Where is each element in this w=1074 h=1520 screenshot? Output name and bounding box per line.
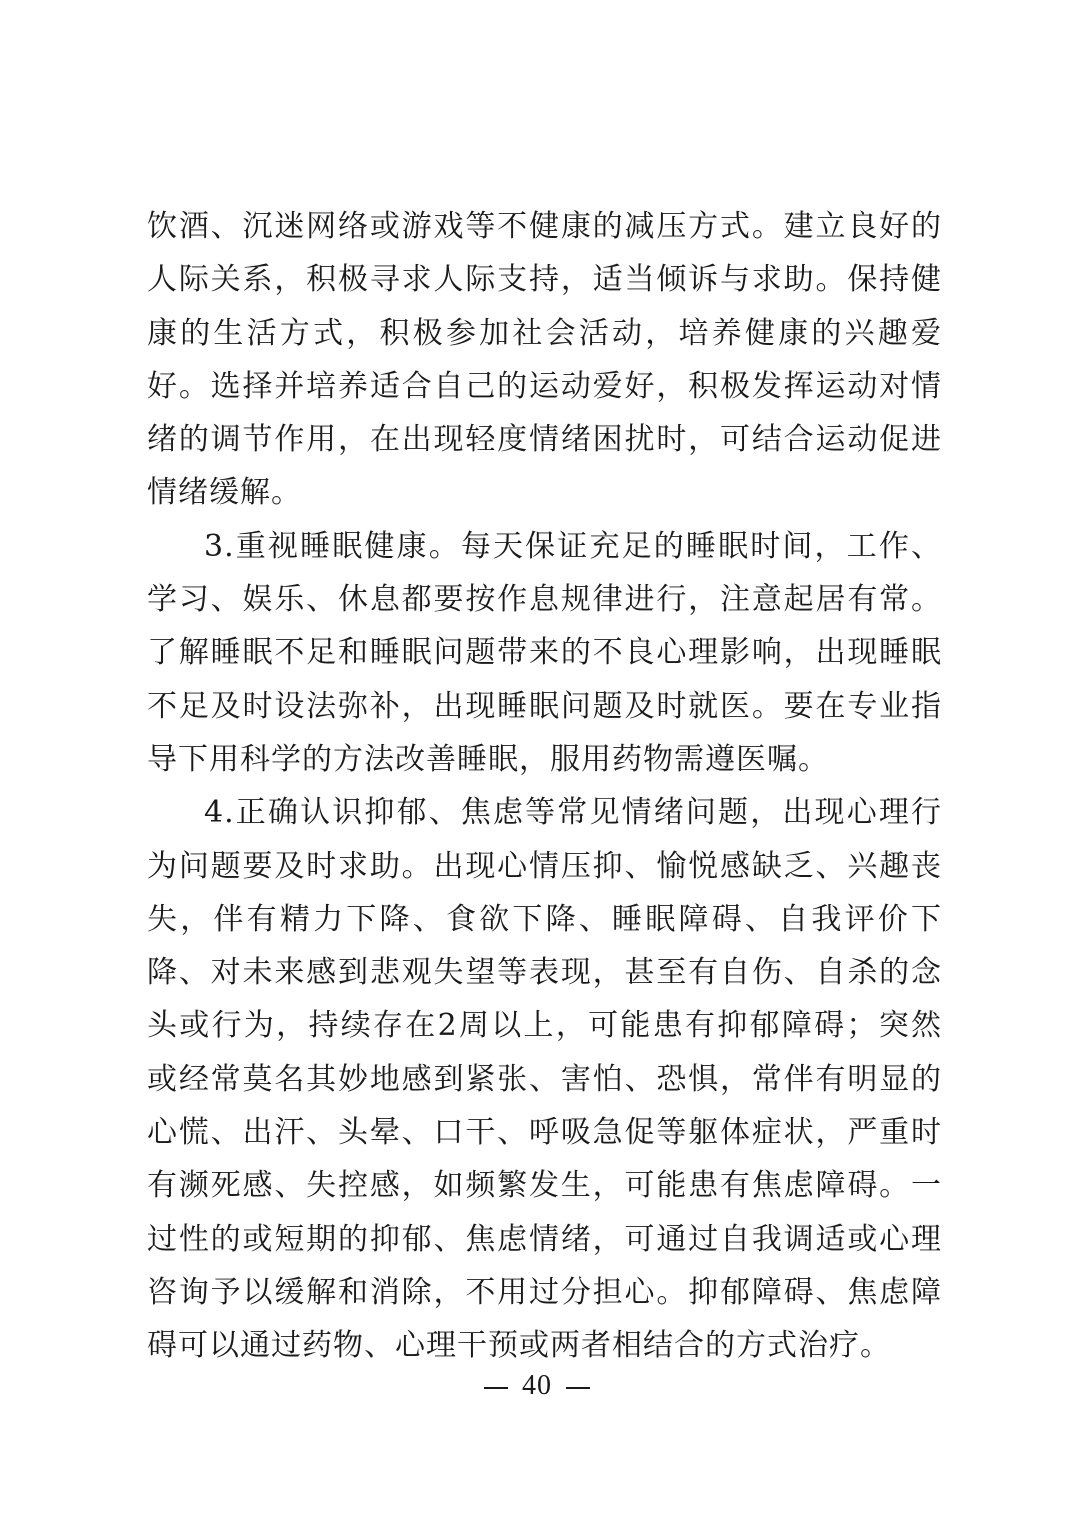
footer-dash-left (484, 1387, 508, 1389)
footer-dash-right (566, 1387, 590, 1389)
page-footer (0, 1366, 1074, 1406)
page-number: 40 (522, 1370, 552, 1401)
body-text (147, 200, 942, 1373)
paragraph-sleep-health: 3.重视睡眠健康。每天保证充足的睡眠时间，工作、学习、娱乐、休息都要按作息规律进行，注意起居有常。了解睡眠不足和睡眠问题带来的不良心理影响，出现睡眠不足及时设法弥补，出现睡眠问题及时就医。要在专业指导下用科学的方法改善睡眠，服用药物需遵医嘱。 (147, 528, 942, 777)
paragraph-emotional-problems: 4.正确认识抑郁、焦虑等常见情绪问题，出现心理行为问题要及时求助。出现心情压抑、愉悦感缺乏、兴趣丧失，伴有精力下降、食欲下降、睡眠障碍、自我评价下降、对未来感到悲观失望等表现，甚至有自伤、自杀的念头或行为，持续存在2周以上，可能患有抑郁障碍；突然或经常莫名其妙地感到紧张、害怕、恐惧，常伴有明显的心慌、出汗、头晕、口干、呼吸急促等躯体症状，严重时有濒死感、失控感，如频繁发生，可能患有焦虑障碍。一过性的或短期的抑郁、焦虑情绪，可通过自我调适或心理咨询予以缓解和消除，不用过分担心。抑郁障碍、焦虑障碍可以通过药物、心理干预或两者相结合的方式治疗。 (147, 795, 942, 1364)
paragraph-continuation: 饮酒、沉迷网络或游戏等不健康的减压方式。建立良好的人际关系，积极寻求人际支持，适当倾诉与求助。保持健康的生活方式，积极参加社会活动，培养健康的兴趣爱好。选择并培养适合自己的运动爱好，积极发挥运动对情绪的调节作用，在出现轻度情绪困扰时，可结合运动促进情绪缓解。 (147, 209, 942, 511)
